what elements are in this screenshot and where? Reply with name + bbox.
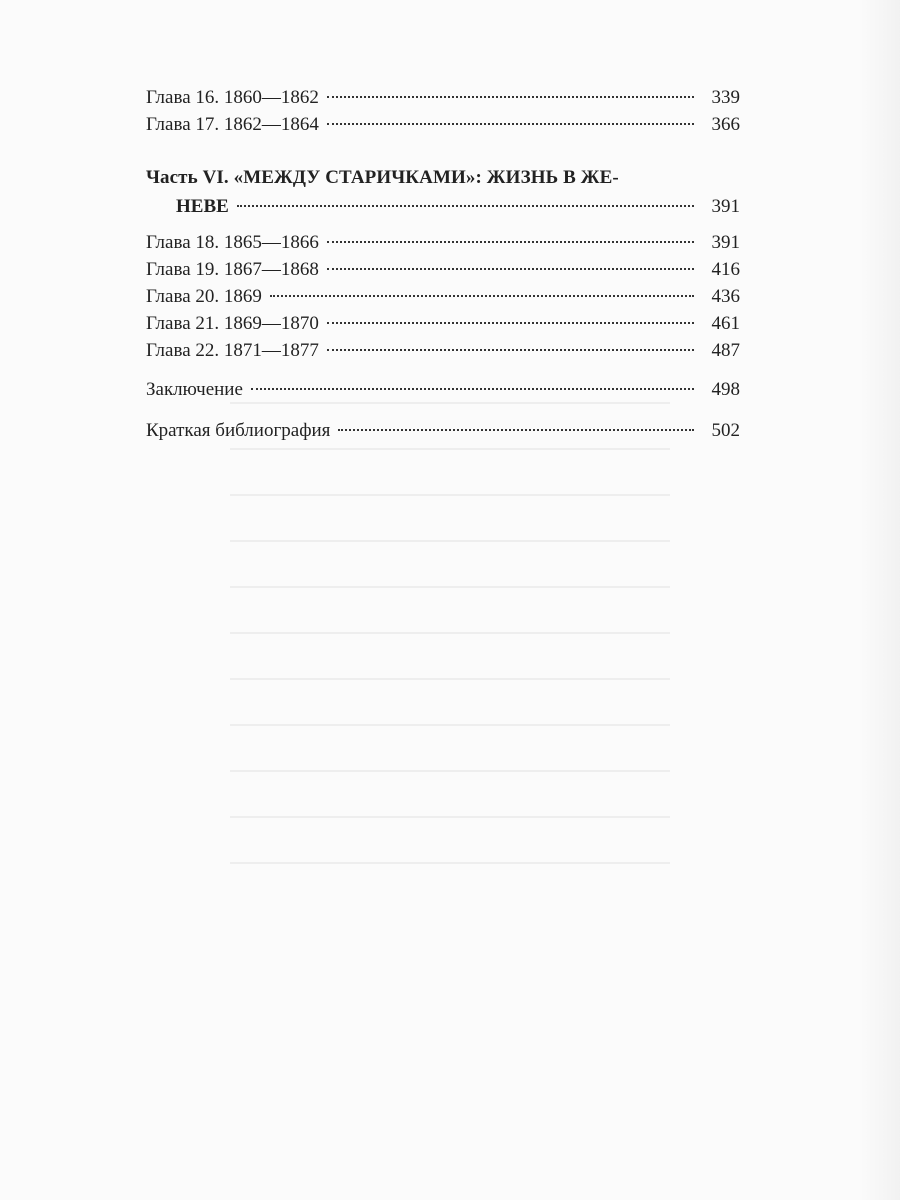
leader-dots: [327, 241, 694, 243]
toc-entry-page: 391: [711, 232, 740, 253]
part-title-line2-row: [146, 193, 740, 220]
bleed-through-texture: [230, 380, 670, 900]
table-of-contents: [146, 84, 740, 444]
toc-entry-page: 391: [711, 196, 740, 217]
leader-dots: [327, 268, 694, 270]
part-title-line2: НЕВЕ: [176, 196, 229, 217]
toc-entry-chapter-17: [146, 111, 740, 138]
leader-dots: [270, 295, 694, 297]
spacer: [146, 364, 740, 376]
toc-entry-chapter-21: [146, 310, 740, 337]
spacer: [146, 403, 740, 417]
leader-dots: [327, 96, 694, 98]
toc-entry-title: Глава 18. 1865—1866: [146, 232, 319, 253]
toc-entry-page: 502: [711, 420, 740, 441]
leader-dots: [251, 388, 694, 390]
page-edge-shadow: [860, 0, 900, 1200]
toc-entry-chapter-19: [146, 256, 740, 283]
toc-entry-chapter-22: [146, 337, 740, 364]
toc-entry-bibliography: [146, 417, 740, 444]
toc-part-6: [146, 163, 740, 220]
toc-entry-page: 487: [711, 340, 740, 361]
toc-entry-title: Глава 16. 1860—1862: [146, 87, 319, 108]
toc-entry-title: Глава 20. 1869: [146, 286, 262, 307]
toc-entry-page: 436: [711, 286, 740, 307]
toc-entry-page: 461: [711, 313, 740, 334]
toc-entry-conclusion: [146, 376, 740, 403]
leader-dots: [327, 123, 694, 125]
toc-entry-page: 498: [711, 379, 740, 400]
toc-entry-chapter-20: [146, 283, 740, 310]
leader-dots: [338, 429, 694, 431]
toc-entry-page: 339: [711, 87, 740, 108]
toc-entry-chapter-16: [146, 84, 740, 111]
part-title-line1: Часть VI. «МЕЖДУ СТАРИЧКАМИ»: ЖИЗНЬ В ЖЕ-: [146, 167, 619, 188]
toc-entry-title: Краткая библиография: [146, 420, 331, 441]
toc-entry-chapter-18: [146, 229, 740, 256]
leader-dots: [327, 322, 694, 324]
toc-entry-page: 416: [711, 259, 740, 280]
toc-entry-page: 366: [711, 114, 740, 135]
toc-entry-title: Глава 17. 1862—1864: [146, 114, 319, 135]
toc-entry-title: Глава 21. 1869—1870: [146, 313, 319, 334]
toc-entry-title: Глава 19. 1867—1868: [146, 259, 319, 280]
leader-dots: [237, 205, 694, 207]
toc-entry-title: Глава 22. 1871—1877: [146, 340, 319, 361]
leader-dots: [327, 349, 694, 351]
toc-entry-title: Заключение: [146, 379, 243, 400]
